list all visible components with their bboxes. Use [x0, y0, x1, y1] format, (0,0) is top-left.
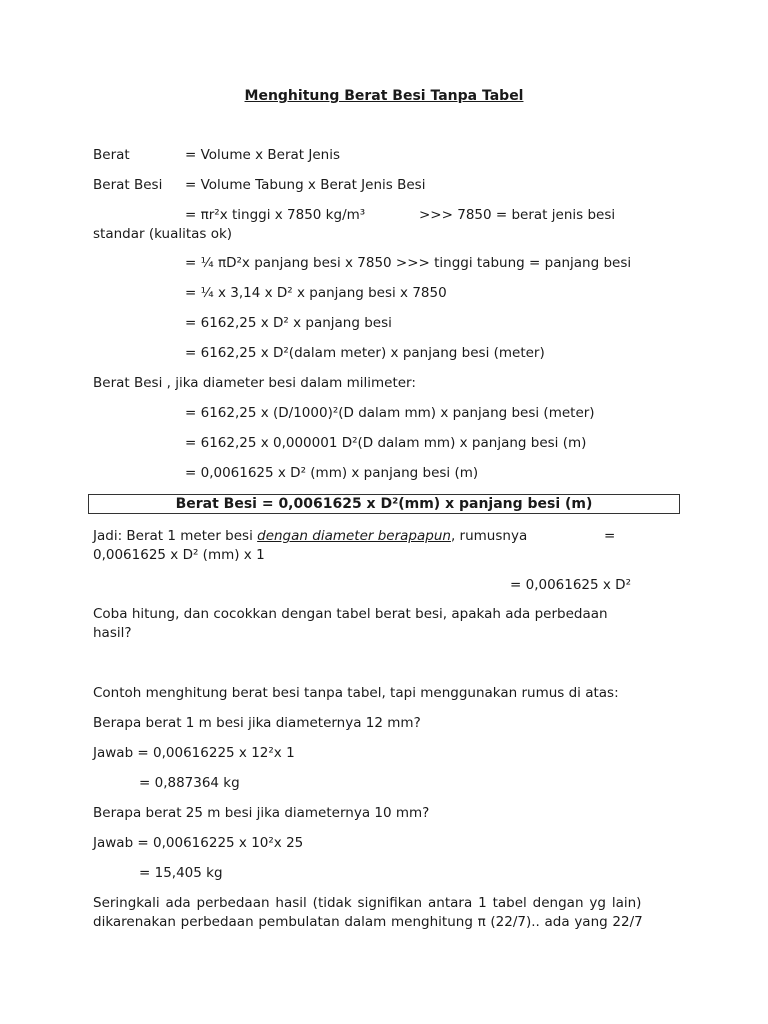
coba-line-2: hasil?: [93, 625, 132, 641]
boxed-formula: Berat Besi = 0,0061625 x D²(mm) x panjang besi (m): [88, 494, 680, 514]
section-heading-mm: Berat Besi , jika diameter besi dalam milimeter:: [93, 375, 416, 391]
jadi-equals: =: [604, 528, 616, 544]
formula-label-berat: Berat: [93, 147, 130, 163]
jadi-underlined: dengan diameter berapapun: [257, 528, 451, 544]
closing-line-1: Seringkali ada perbedaan hasil (tidak signifikan antara 1 tabel dengan yg lain): [93, 895, 642, 911]
formula-label-berat-besi: Berat Besi: [93, 177, 163, 193]
formula-step-2: = ¼ πD²x panjang besi x 7850 >>> tinggi tabung = panjang besi: [185, 255, 632, 271]
formula-step-7: = 6162,25 x 0,000001 D²(D dalam mm) x panjang besi (m): [185, 435, 587, 451]
formula-step-1: = πr²x tinggi x 7850 kg/m³: [185, 207, 366, 223]
jadi-cont: 0,0061625 x D² (mm) x 1: [93, 547, 265, 563]
coba-line-1: Coba hitung, dan cocokkan dengan tabel berat besi, apakah ada perbedaan: [93, 606, 608, 622]
formula-step-6: = 6162,25 x (D/1000)²(D dalam mm) x panjang besi (meter): [185, 405, 595, 421]
jadi-suffix: , rumusnya: [450, 528, 528, 544]
jadi-result: = 0,0061625 x D²: [510, 577, 631, 593]
page-title: Menghitung Berat Besi Tanpa Tabel: [244, 88, 524, 104]
formula-step-5: = 6162,25 x D²(dalam meter) x panjang besi (meter): [185, 345, 545, 361]
question-2: Berapa berat 25 m besi jika diameternya 10 mm?: [93, 805, 430, 821]
jadi-prefix: Jadi: Berat 1 meter besi: [93, 528, 258, 544]
jadi-line: [93, 527, 527, 545]
formula-berat-besi: = Volume Tabung x Berat Jenis Besi: [185, 177, 426, 193]
answer-1-result: = 0,887364 kg: [139, 775, 240, 791]
question-1: Berapa berat 1 m besi jika diameternya 12 mm?: [93, 715, 421, 731]
contoh-intro: Contoh menghitung berat besi tanpa tabel, tapi menggunakan rumus di atas:: [93, 685, 619, 701]
closing-line-2: dikarenakan perbedaan pembulatan dalam menghitung π (22/7).. ada yang 22/7: [93, 914, 643, 930]
formula-step-3: = ¼ x 3,14 x D² x panjang besi x 7850: [185, 285, 447, 301]
formula-berat: = Volume x Berat Jenis: [185, 147, 340, 163]
formula-note-1-cont: standar (kualitas ok): [93, 226, 233, 242]
answer-2-result: = 15,405 kg: [139, 865, 223, 881]
answer-1: Jawab = 0,00616225 x 12²x 1: [93, 745, 295, 761]
formula-note-1: >>> 7850 = berat jenis besi: [419, 207, 616, 223]
answer-2: Jawab = 0,00616225 x 10²x 25: [93, 835, 304, 851]
formula-step-4: = 6162,25 x D² x panjang besi: [185, 315, 392, 331]
formula-step-8: = 0,0061625 x D² (mm) x panjang besi (m): [185, 465, 479, 481]
